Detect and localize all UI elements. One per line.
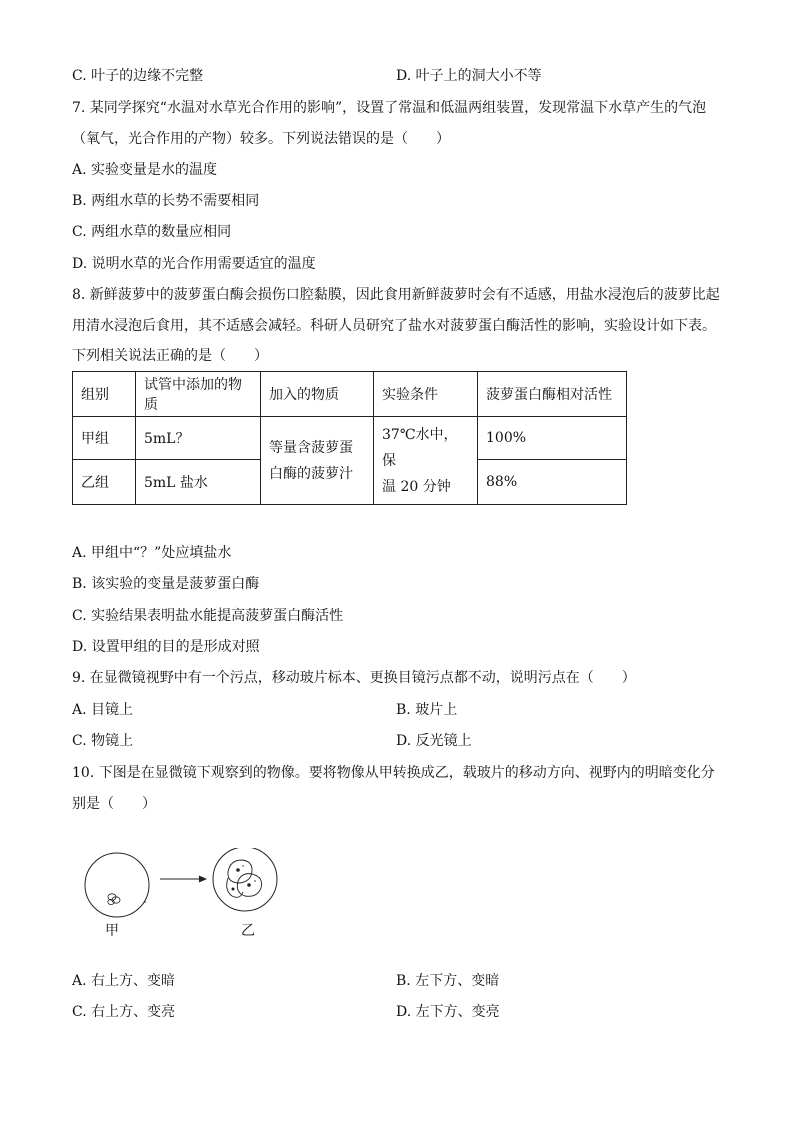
q8-option-b: B. 该实验的变量是菠萝蛋白酶 (72, 576, 260, 592)
q8-option-c: C. 实验结果表明盐水能提高菠萝蛋白酶活性 (72, 608, 344, 624)
q9-option-b: B. 玻片上 (396, 702, 458, 718)
q7-option-d: D. 说明水草的光合作用需要适宜的温度 (72, 256, 316, 272)
table-header-cell: 菠萝蛋白酶相对活性 (478, 372, 627, 417)
q6-option-d: D. 叶子上的洞大小不等 (396, 68, 542, 84)
shared-substance-line1: 等量含菠萝蛋 (269, 439, 353, 456)
q7-option-b: B. 两组水草的长势不需要相同 (72, 193, 260, 209)
q8-stem-line2: 用清水浸泡后食用，其不适感会减轻。科研人员研究了盐水对菠萝蛋白酶活性的影响，实验设计如下表。 (72, 318, 716, 334)
q10-option-b: B. 左下方、变暗 (396, 973, 500, 989)
q10-stem-line2: 别是（ ） (72, 796, 156, 812)
q6-option-c: C. 叶子的边缘不完整 (72, 68, 204, 84)
table-header-cell: 组别 (73, 372, 136, 417)
experiment-table (72, 371, 627, 505)
shared-substance-cell (261, 417, 374, 505)
q9-option-d: D. 反光镜上 (396, 733, 472, 749)
label-jia: 甲 (105, 923, 119, 939)
shared-condition-line2: 温 20 分钟 (382, 478, 451, 495)
table-header-cell: 实验条件 (374, 372, 478, 417)
table-header-cell: 加入的物质 (261, 372, 374, 417)
table-header-cell: 试管中添加的物质 (136, 372, 261, 417)
arrow-head-icon (199, 876, 207, 883)
q7-option-c: C. 两组水草的数量应相同 (72, 224, 232, 240)
q10-option-a: A. 右上方、变暗 (72, 973, 176, 989)
shared-condition-line1: 37℃水中，保 (382, 426, 458, 469)
label-yi: 乙 (241, 923, 255, 939)
added-substance-cell: 5mL 盐水 (136, 460, 261, 505)
q8-option-a: A. 甲组中“？”处应填盐水 (72, 545, 232, 561)
q10-stem-line1: 10. 下图是在显微镜下观察到的物像。要将物像从甲转换成乙，载玻片的移动方向、视野内的明暗变化分 (72, 765, 715, 781)
q10-option-d: D. 左下方、变亮 (396, 1004, 500, 1020)
q8-option-d: D. 设置甲组的目的是形成对照 (72, 639, 260, 655)
activity-cell: 100% (478, 417, 627, 460)
view-jia-circle (85, 853, 149, 917)
speck-dot (144, 901, 146, 903)
view-yi-circle (213, 848, 277, 911)
q7-stem-line1: 7. 某同学探究“水温对水草光合作用的影响”，设置了常温和低温两组装置，发现常温下水草产生的气泡 (72, 100, 707, 116)
group-cell: 乙组 (73, 460, 136, 505)
q9-option-a: A. 目镜上 (72, 702, 134, 718)
activity-cell: 88% (478, 460, 627, 505)
added-substance-cell: 5mL？ (136, 417, 261, 460)
table-row (73, 417, 627, 460)
shared-condition-cell (374, 417, 478, 505)
small-cells-icon (108, 894, 120, 905)
microscope-figure (80, 848, 300, 943)
q10-option-c: C. 右上方、变亮 (72, 1004, 176, 1020)
q9-option-c: C. 物镜上 (72, 733, 134, 749)
shared-substance-line2: 白酶的菠萝汁 (269, 465, 353, 482)
q7-option-a: A. 实验变量是水的温度 (72, 162, 218, 178)
large-cells-icon (227, 860, 262, 897)
q8-stem-line3: 下列相关说法正确的是（ ） (72, 348, 268, 364)
group-cell: 甲组 (73, 417, 136, 460)
q8-stem-line1: 8. 新鲜菠萝中的菠萝蛋白酶会损伤口腔黏膜，因此食用新鲜菠萝时会有不适感，用盐水浸泡后的菠萝比起 (72, 287, 720, 303)
q7-stem-line2: （氧气，光合作用的产物）较多。下列说法错误的是（ ） (72, 131, 450, 147)
q9-stem: 9. 在显微镜视野中有一个污点，移动玻片标本、更换目镜污点都不动，说明污点在（ ） (72, 670, 636, 686)
table-header-row (73, 372, 627, 417)
